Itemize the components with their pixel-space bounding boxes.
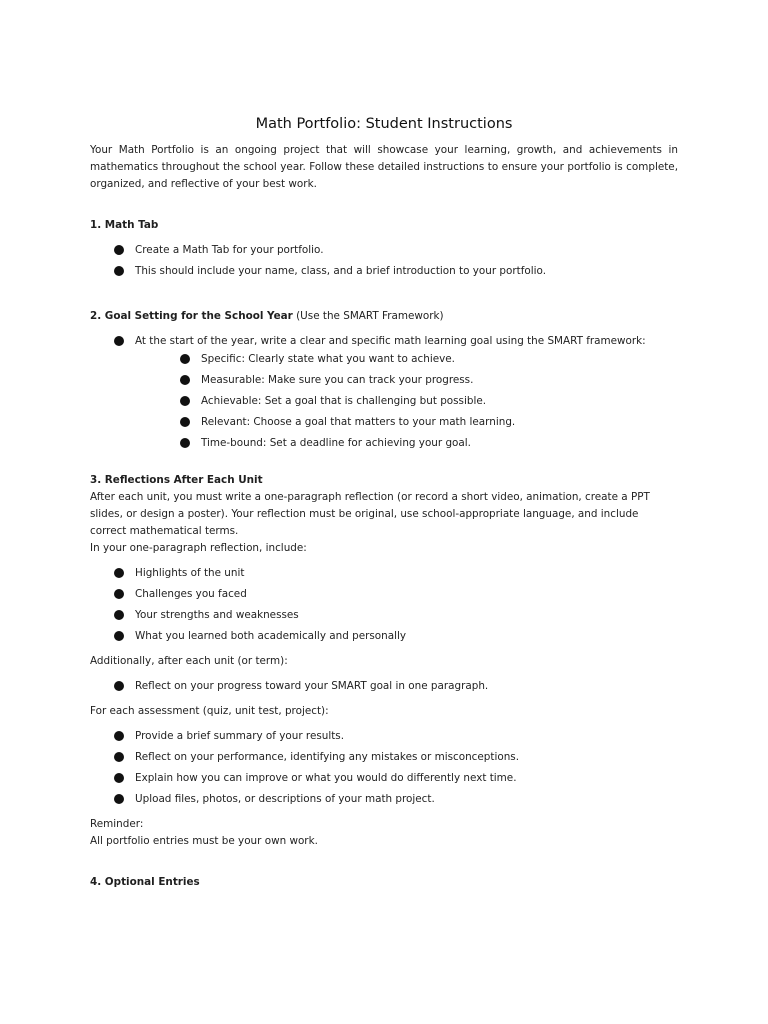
bullet-icon — [114, 245, 124, 255]
section-heading-reflections: 3. Reflections After Each Unit — [90, 474, 263, 486]
bullet-icon — [114, 266, 124, 276]
assessment-list — [90, 728, 678, 812]
sub-list-item: Specific: Clearly state what you want to achieve. — [180, 351, 678, 372]
reflections-paragraph: After each unit, you must write a one-paragraph reflection (or record a short video, animation, create a PPT slides, or design a poster). Your reflection must be original, use school-appropriate language, and include correct mathematical terms. — [90, 491, 650, 537]
list-item: Explain how you can improve or what you would do differently next time. — [114, 770, 678, 791]
list-item: Reflect on your progress toward your SMART goal in one paragraph. — [114, 678, 678, 699]
intro-paragraph: Your Math Portfolio is an ongoing project that will showcase your learning, growth, and achievements in mathematics throughout the school year. Follow these detailed instructions to ensure your portfolio is complete, organized, and reflective of your best work. — [90, 144, 678, 190]
list-item: At the start of the year, write a clear and specific math learning goal using the SMART framework: Specific: Clearly state what you want to achieve. Measurable: Make sure you can track your progress. Achievable: Set a goal that is challenging but possible. Relevant: Choose a goal that matters to your math learning. Time-bound: Set a deadline for achieving your goal. — [114, 333, 678, 456]
assessment-intro: For each assessment (quiz, unit test, project): — [90, 705, 329, 717]
bullet-icon — [114, 631, 124, 641]
smart-sub-list — [135, 351, 678, 456]
sub-list-item: Relevant: Choose a goal that matters to your math learning. — [180, 414, 678, 435]
bullet-icon — [180, 438, 190, 448]
bullet-icon — [114, 568, 124, 578]
sub-list-item: Measurable: Make sure you can track your progress. — [180, 372, 678, 393]
list-item: Challenges you faced — [114, 586, 678, 607]
bullet-icon — [114, 731, 124, 741]
bullet-icon — [180, 375, 190, 385]
bullet-icon — [114, 589, 124, 599]
list-item: This should include your name, class, and a brief introduction to your portfolio. — [114, 263, 678, 284]
page-title: Math Portfolio: Student Instructions — [255, 116, 513, 132]
include-list — [90, 565, 678, 649]
bullet-icon — [114, 794, 124, 804]
list-item: What you learned both academically and personally — [114, 628, 678, 649]
section-heading-math-tab: 1. Math Tab — [90, 219, 159, 231]
goal-setting-list — [90, 333, 678, 456]
list-item: Highlights of the unit — [114, 565, 678, 586]
list-item: Upload files, photos, or descriptions of your math project. — [114, 791, 678, 812]
additional-list — [90, 678, 678, 699]
document-body — [90, 142, 678, 891]
list-item: Provide a brief summary of your results. — [114, 728, 678, 749]
include-intro: In your one-paragraph reflection, include: — [90, 542, 307, 554]
sub-list-item: Achievable: Set a goal that is challenging but possible. — [180, 393, 678, 414]
bullet-icon — [114, 681, 124, 691]
heading-note: (Use the SMART Framework) — [292, 310, 444, 322]
list-item: Your strengths and weaknesses — [114, 607, 678, 628]
additional-intro: Additionally, after each unit (or term): — [90, 655, 288, 667]
list-item: Reflect on your performance, identifying any mistakes or misconceptions. — [114, 749, 678, 770]
bullet-icon — [180, 417, 190, 427]
bullet-icon — [114, 773, 124, 783]
reminder-label: Reminder: — [90, 818, 144, 830]
list-item: Create a Math Tab for your portfolio. — [114, 242, 678, 263]
reminder-text: All portfolio entries must be your own work. — [90, 835, 318, 847]
sub-list-item: Time-bound: Set a deadline for achieving your goal. — [180, 435, 678, 456]
bullet-icon — [114, 752, 124, 762]
bullet-icon — [114, 336, 124, 346]
bullet-icon — [180, 396, 190, 406]
bullet-icon — [180, 354, 190, 364]
bullet-icon — [114, 610, 124, 620]
math-tab-list — [90, 242, 678, 284]
section-heading-goal-setting: 2. Goal Setting for the School Year (Use the SMART Framework) — [90, 310, 444, 322]
section-heading-optional: 4. Optional Entries — [90, 876, 200, 888]
